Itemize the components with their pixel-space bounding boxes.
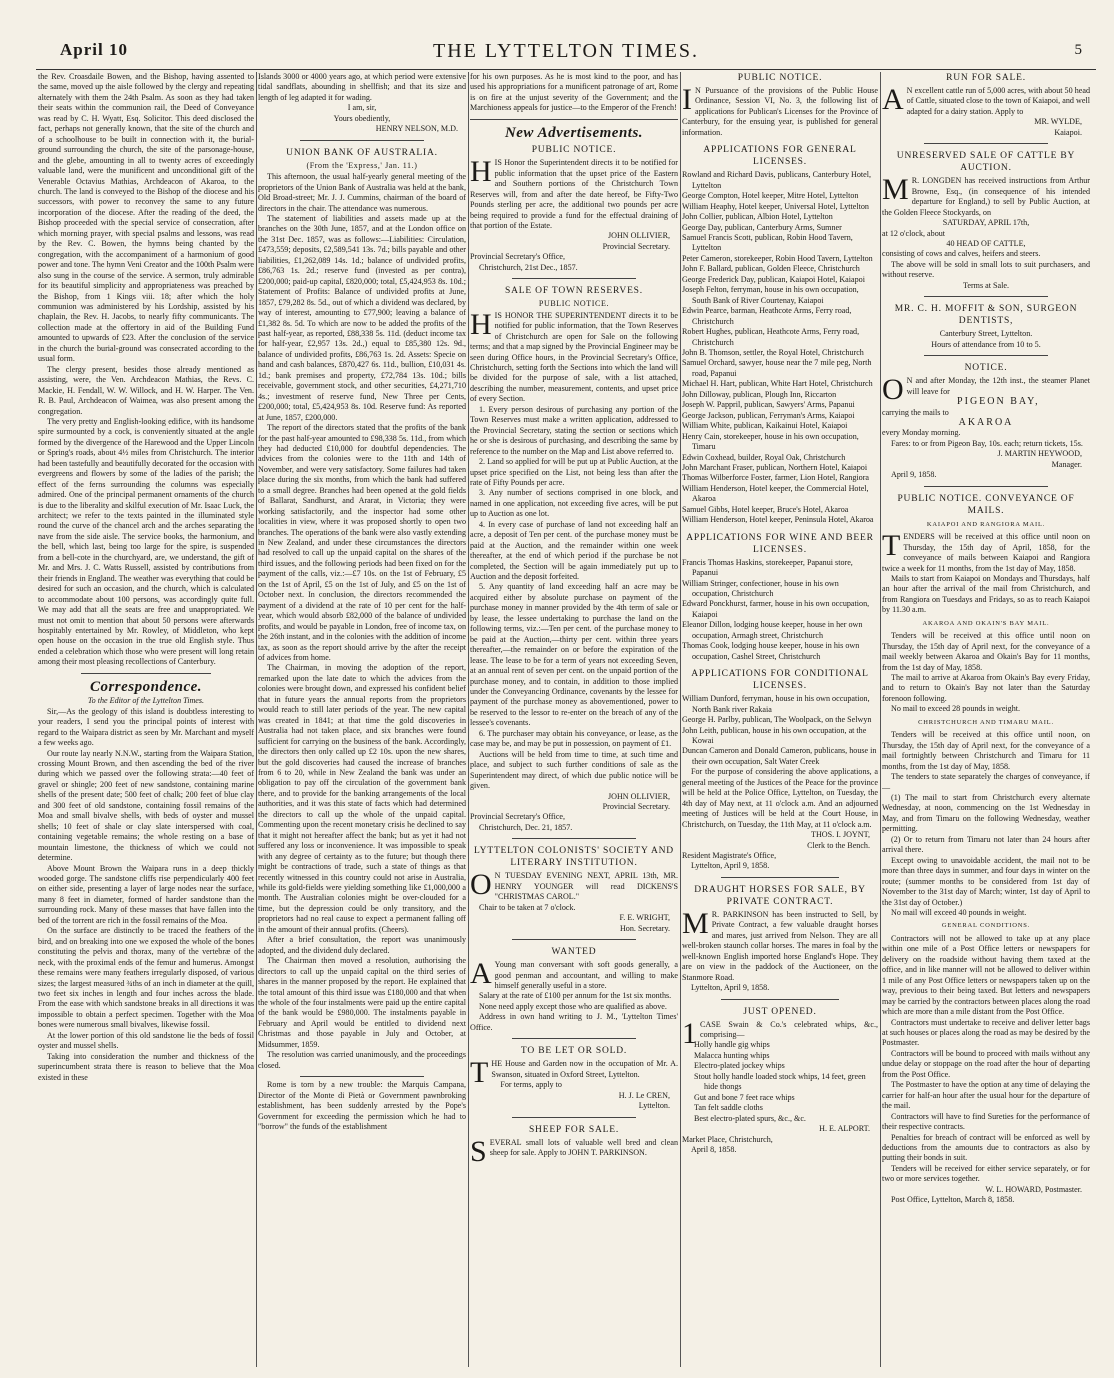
ad-heading: PUBLIC NOTICE.	[531, 145, 617, 156]
ad-body: R. LONGDEN has received instructions from Arthur Browne, Esq., (in consequence of his intended departure for England,) to sell by Public Auction, at the Golden Fleece Stockyards, on	[882, 176, 1090, 217]
ad-signature: Kaiapoi.	[1054, 127, 1082, 137]
list-item: Holly handle gig whips	[694, 1040, 770, 1050]
divider	[721, 877, 839, 878]
paragraph: for his own purposes. As he is most kind to the poor, and has used his appropriations for a munificent patronage of art, Rome is on fire at the unjust severity of the Government; and the Marchioness appeals for justice—to the Emperor of the French!	[470, 72, 678, 113]
divider	[470, 119, 678, 120]
list-item: William Dunford, ferryman, house in his own occupation, North Bank river Rakaia	[682, 694, 870, 714]
column-3	[470, 72, 678, 1367]
column-1	[38, 72, 254, 1367]
ad-body: ENDERS will be received at this office until noon on Thursday, the 15th day of April, 1858, for the conveyance of mails between Kaiapoi and Rangiora twice a week for 11 months, from the 1st day of May, 1858.	[882, 532, 1090, 573]
list-item: Stout holly handle loaded stock whips, 14 feet, green hide thongs	[694, 1071, 866, 1092]
whip-list	[682, 1040, 878, 1124]
ad-body: The tenders to state separately the charges of conveyance, if—	[882, 772, 1090, 792]
section-heading-correspondence: Correspondence.	[89, 678, 203, 695]
ad-body: Fares: to or from Pigeon Bay, 10s. each; return tickets, 15s.	[891, 438, 1083, 448]
ad-signature: Clerk to the Bench.	[807, 840, 870, 850]
ad-place: April 8, 1858.	[691, 1144, 737, 1154]
list-item: Tan felt saddle cloths	[694, 1103, 763, 1113]
ad-body: carrying the mails to	[882, 407, 949, 417]
ad-subheading: PUBLIC NOTICE.	[538, 299, 610, 309]
ad-heading: TO BE LET OR SOLD.	[520, 1046, 628, 1057]
letter-address: To the Editor of the Lyttelton Times.	[87, 696, 205, 706]
list-item: Rowland and Richard Davis, publicans, Canterbury Hotel, Lyttelton	[682, 170, 872, 190]
paragraph: Rome is torn by a new trouble: the Marquis Campana, Director of the Monte di Pietà or Government pawnbroking establishment, has been suddenly arrested by the Pope's Government for exceeding the permission which he had to "borrow" the funds of the establishment	[258, 1080, 466, 1131]
ad-signature: JOHN OLLIVIER,	[607, 791, 670, 801]
ad-body: CASE Swain & Co.'s celebrated whips, &c., comprising—	[700, 1019, 878, 1039]
ad-heading: UNRESERVED SALE OF CATTLE BY AUCTION.	[896, 151, 1076, 174]
ad-body: IS Honor the Superintendent directs it to be notified for public information that the upset price of the Eastern and Southern portions of the Christchurch Town Reserves will, from and after the date hereof, be Fifty-Two Pounds sterling per acre, the additional two pounds per acre being required to provide a fund for the effectual draining of that portion of the Estate.	[470, 158, 678, 230]
list-item: William Henderson, Hotel keeper, Peninsula Hotel, Akaroa	[682, 515, 874, 525]
list-heading: APPLICATIONS FOR CONDITIONAL LICENSES.	[691, 669, 869, 692]
paragraph: Above Mount Brown the Waipara runs in a deep thickly wooded gorge. The sandstone cliffs rise perpendicularly 400 feet on either side, presenting a layer of large nodes near the surface, many 8 feet in diameter, formed of harder sandstone than the surrounding rock. Many of these masses that have fallen into the bed of the torrent are rich in the fossil remains of the Moa.	[38, 863, 254, 925]
ad-body: The Postmaster to have the option at any time of delaying the carrier for half-an hour after the usual hour for the departure of the mail.	[882, 1080, 1090, 1111]
ad-term: Auctions will be held from time to time, at such time and place, and subject to such further conditions of sale as the Superintendent may direct, of which due public notice will be given.	[470, 749, 678, 791]
list-item: John Leith, publican, house in his own occupation, at the Kowai	[682, 725, 867, 746]
ad-signature: Provincial Secretary.	[602, 802, 670, 811]
list-item: Gut and bone 7 feet race whips	[694, 1092, 795, 1102]
paragraph: The Chairman then moved a resolution, authorising the directors to call up the unpaid capital on the third series of shares in the manner proposed by the report. He explained that the total amount of this third issue was £180,000 and that when the whole of the four instalments were paid up the entire capital of the bank would be £980,000. The instalments payable in February and April would be entitled to dividend next Christmas and those payable in July and October, at Midsummer, 1859.	[258, 956, 466, 1049]
paragraph: At the lower portion of this old sandstone lie the beds of fossil oyster and mussel shells.	[38, 1030, 254, 1051]
ad-heading: RUN FOR SALE.	[946, 73, 1026, 83]
column-rule	[256, 72, 257, 1367]
ad-heading: NOTICE.	[964, 363, 1008, 374]
ad-body: every Monday morning.	[882, 428, 961, 438]
column-4	[682, 72, 878, 1367]
paragraph: the Rev. Croasdaile Bowen, and the Bishop, having assented to the same, moved up the aisle followed by the clergy and repeating alternately with them the 24th Psalm. As soon as they had taken their seats within the communion rail, the Deed of Conveyance was read by C. H. Wyatt, Esq. Solicitor. This deed disclosed the fact, perhaps not generally known, that the site of the church and of a schoolhouse to be built in connection with it, the burial-ground surrounding the church, the site of the parsonage-house, and the glebe, amounting in all to twenty acres of exceedingly valuable land, were the munificent and unconditional gift of the Venerable Octavius Mathias, Archdeacon of Akaroa, to the church. The land is conveyed to the Bishop of the diocese and his successors, with power to reconvey the same to any future incorporation of the diocese. After the reading of the deed, the Bishop proceeded with the special service of consecration, after which morning prayer, with special psalms and lessons, was read by the Rev. C. Bowen, the hymns being chanted by the congregation, with the accompaniment of a harmonium of good power and tone. The hymn Veni Creator and the 100th Psalm were also sung in the course of the service. A sermon, truly admirable for its beautiful simplicity and appropriateness was preached by the Bishop, from 1 Kings viii. 18; after which the holy communion was administered by his Lordship, assisted by his chaplain, the Rev. H. Jacobs, to nearly fifty communicants. The collection made at the offertory in aid of the Building Fund amounted to upwards of £23. After the conclusion of the service in the church the burial-ground was consecrated according to the usual form.	[38, 72, 254, 364]
list-item: Thomas Wilberforce Foster, farmer, Lion Hotel, Rangiora	[682, 473, 869, 483]
list-item: Peter Cameron, storekeeper, Robin Hood Tavern, Lyttelton	[682, 253, 873, 263]
letter-closing: I am, sir,	[347, 103, 377, 113]
drop-cap: M	[882, 173, 909, 207]
list-item: Eleanor Dillon, lodging house keeper, house in her own occupation, Armagh street, Christchurch	[682, 620, 863, 640]
ad-place: Christchurch, 21st Dec., 1857.	[479, 262, 578, 272]
drop-cap: A	[470, 957, 492, 991]
list-item: Thomas Cook, lodging house keeper, house in his own occupation, Cashel Street, Christchurch	[682, 641, 860, 661]
ad-body: Young man conversant with soft goods generally, a good penman and accountant, and willing to make himself generally useful in a store.	[494, 960, 678, 990]
mail-route-heading: KAIAPOI AND RANGIORA MAIL.	[926, 520, 1046, 528]
divider	[924, 486, 1049, 487]
divider	[512, 278, 637, 279]
ad-body: No mail to exceed 28 pounds in weight.	[891, 704, 1021, 714]
ad-term: 1. Every person desirous of purchasing any portion of the Town Reserves must make a written application, addressed to the Provincial Secretary, stating the section or sections which he or she is desirous of purchasing, and describing the same by reference to the number on the Map and List above referred to.	[470, 404, 678, 456]
ad-signature: H. E. ALPORT.	[819, 1124, 870, 1134]
paragraph: The very pretty and English-looking edifice, with its handsome spire surmounted by a cock, is conveniently situated at the angle formed by the divergence of the Harewood and the Upper Lincoln or Spring's roads, about 4½ miles from Christchurch. The interior had been tastefully and beautifully decorated for the occasion with evergreens and flowers by some of the ladies of the parish; the effect of the ferns surrounding the columns was especially admired. One of the principal permanent ornaments of the church is due to the liberality and skilful execution of Mr. Isaac Luck, the architect; we refer to the texts painted in the illuminated style round the curve of the chancel arch and the arches separating the nave from the side aisle. The service books, the harmonium, and the bell, which last, being too large for the spire, is suspended from a bell-cote in the churchyard, are, we understand, the gift of Mr. and Mrs. J. C. Watts Russell, assisted by contributions from their friends in England. The weather was everything that could be desired for such an occasion, and the church, which is calculated to accommodate about 100 persons, was accordingly quite full. We may add that all the seats are free and unappropriated. We must not omit to mention that about 50 persons were afterwards hospitably entertained by Mr. Rowley, of Middleton, who kept open house on the occasion in the true old English style. Thus ended a celebration which those who were present will long retain among their most pleasing recollections of Canterbury.	[38, 416, 254, 667]
list-item: William Stringer, confectioner, house in his own occupation, Christchurch	[682, 578, 839, 599]
ad-body: Contractors will be bound to proceed with mails without any undue delay or stoppage on the road after the hour of departing from the Post Office.	[882, 1048, 1090, 1079]
destination: AKAROA	[958, 416, 1014, 428]
paragraph: The Chairman, in moving the adoption of the report, remarked upon the late date to which the advices from the colonies were brought down, and expressed his confident belief that in future years the annual reports from the proprietors would reach to still later periods of the year. The new capital was created in 1841; at that time the gold discoveries in Australia had not taken place, and six branches were found sufficient for carrying on the business of the bank. Accordingly, the directors then only called up £2 10s. upon the new shares, but the gold discoveries had caused the increase of branches from 6 to 20, while in New Zealand the bank was under an obligation to pay off the circulation of the government bank there, and to provide for the banking arrangements of the local authorities, and it was this state of facts which had determined the directors to call up the whole of the unpaid capital. Commenting upon the recent monetary crisis he declined to say that it might not hereafter affect the bank; but as yet it had not suffered any loss or inconvenience. It was impossible to speak with any degree of certainty as to the future; but though there might be contractions of trade, such a state of things as that recently witnessed in this country could not arise in Australia, while its gold-fields were yielding something like £1,000,000 a month. The Australian colonies might be over-clouded for a time, but the depression could be only transitory, and the proprietors had no real cause to expect a permanent falling off in the amount of their annual profits. (Cheers).	[258, 663, 466, 934]
paragraph: The report of the directors stated that the profits of the bank for the past half-year amounted to £98,338 5s. 11d., from which they had deducted £10,000 for doubtful dependencies. The advices from the colonies were to the 11th and 14th of November, and were very satisfactory. Some failures had taken place during the six months, from which the bank had suffered to a small degree. Branches had been opened at the gold fields of Ballarat, Sandhurst, and Ararat, in Victoria; they were working satisfactorily, and the inspector had some other localities in view, where it was proposed shortly to open two branches. The operations of the bank were also vastly extending in New Zealand, and under these circumstances the directors had resolved to call up the unpaid capital on the shares of the third issues, and the following periods had been fixed on for the payment of the calls, viz.:—£7 10s. on the 1st of February, £5 on the 1st of April, £5 on the 1st of July, and £5 on the 1st of October next. In conclusion, the directors recommended the payment of a dividend at the rate of 10 per cent for the half-year, which would absorb £82,000 of the balance of undivided profits, and would be payable in London, free of income tax, on the 26th instant, and in the colonies with the addition of income tax, as soon as the report should arrive by the after the receipt of advices from home.	[258, 423, 466, 663]
ad-place: April 9, 1858.	[891, 470, 937, 480]
list-item: Best electro-plated spurs, &c., &c.	[694, 1113, 806, 1123]
ad-place: Christchurch, Dec. 21, 1857.	[479, 822, 573, 832]
column-rule	[880, 72, 881, 1367]
ad-place: Provincial Secretary's Office,	[470, 812, 566, 822]
ad-body: IS HONOR THE SUPERINTENDENT directs it to be notified for public information, that the Town Reserves of Christchurch are open for Sale on the following terms; and that a map signed by the Provincial Engineer may be seen during Office hours, in the Provincial Secretary's Office, Christchurch, setting forth the Sections into which the land will be divided for the purpose of sale, with a list attached, describing the number, measurement, contents, and upset price of every Section.	[470, 310, 678, 404]
article-source: (From the 'Express,' Jan. 11.)	[306, 160, 418, 170]
paragraph: Sir,—As the geology of this island is doubtless interesting to your readers, I send you the principal points of interest with regard to the Waipara district as seen by Mr. Marchant and myself a few weeks ago.	[38, 706, 254, 748]
list-item: Malacca hunting whips	[694, 1050, 770, 1060]
ad-term: 2. Land so applied for will be put up at Public Auction, at the upset price specified on the List, not being less than after the rate of Fifty Pounds per acre.	[470, 457, 678, 487]
drop-cap: H	[470, 307, 492, 341]
list-item: John Collier, publican, Albion Hotel, Lyttelton	[682, 212, 833, 222]
list-item: John Dilloway, publican, Plough Inn, Riccarton	[682, 389, 837, 399]
ad-signature: THOS. I. JOYNT,	[811, 830, 870, 840]
list-item: George Compton, Hotel keeper, Mitre Hotel, Lyttelton	[682, 191, 859, 201]
ad-body: Tenders will be received at this office until noon, on Thursday, the 15th day of April next, for the conveyance of a mail fortnightly between Christchurch and Timaru for 11 months, from the 1st day of May, 1858.	[882, 730, 1090, 771]
ad-heading: LYTTELTON COLONISTS' SOCIETY AND LITERARY INSTITUTION.	[474, 846, 674, 869]
ad-body: Tenders will be received at this office until noon on Thursday, the 15th day of April next, for the conveyance of a mail weekly between Akaroa and Okain's Bay for 11 months, from the 1st day of May, 1858.	[882, 631, 1090, 672]
list-item: Edwin Coxhead, builder, Royal Oak, Christchurch	[682, 452, 846, 462]
ad-heading: WANTED	[551, 947, 597, 958]
list-item: Joseph W. Pappril, publican, Sawyers' Arms, Papanui	[682, 400, 855, 410]
license-list-wine	[682, 558, 878, 663]
drop-cap: O	[882, 373, 904, 407]
divider	[81, 673, 211, 674]
divider	[721, 999, 839, 1000]
divider	[512, 838, 637, 839]
mail-route-heading: CHRISTCHURCH AND TIMARU MAIL.	[918, 718, 1054, 726]
ad-term: 4. In every case of purchase of land not exceeding half an acre, a deposit of Ten per cent. of the purchase money must be paid at the Auction, and the remainder within one week thereafter, at the end of which period if the purchase be not completed, the Section will be again immediately put up to Auction and the deposit forfeited.	[470, 519, 678, 582]
drop-cap: S	[470, 1134, 487, 1168]
ad-signature: Manager.	[1051, 459, 1082, 469]
ad-body: For the purpose of considering the above applications, a general meeting of the Justices of the Peace for the province will be held at the Police Office, Lyttelton, on Tuesday, the 4th day of May next, at 11 o'clock a.m. And an adjourned meeting of Justices will be held at the Court House, in Christchurch, on Tuesday, the 11th May, at 11 o'clock a.m.	[682, 767, 878, 829]
list-item: Samuel Orchard, sawyer, house near the 7 mile peg, North road, Papanui	[682, 358, 872, 378]
license-list-conditional	[682, 694, 878, 767]
newspaper-title: THE LYTTELTON TIMES.	[433, 40, 699, 62]
ad-body: N and after Monday, the 12th inst., the steamer Planet will leave for	[906, 376, 1090, 396]
column-rule	[468, 72, 469, 1367]
sale-date: SATURDAY, APRIL 17th,	[942, 218, 1030, 228]
ad-heading: MR. C. H. MOFFIT & SON, SURGEON DENTISTS,	[894, 304, 1078, 327]
ad-term: 6. The purchaser may obtain his conveyance, or lease, as the case may be, and may be put in possession, on payment of £1.	[470, 728, 678, 749]
ad-body: EVERAL small lots of valuable well bred and clean sheep for sale. Apply to JOHN T. PARKINSON.	[489, 1137, 678, 1157]
list-heading: APPLICATIONS FOR GENERAL LICENSES.	[703, 145, 857, 168]
mail-route-heading: AKAROA AND OKAIN'S BAY MAIL.	[922, 619, 1050, 627]
column-2	[258, 72, 466, 1367]
list-item: William Heaphy, Hotel keeper, Universal Hotel, Lyttelton	[682, 201, 869, 211]
ad-place: Post Office, Lyttelton, March 8, 1858.	[891, 1195, 1015, 1205]
list-item: William Henderson, Hotel keeper, the Commercial Hotel, Akaroa	[682, 483, 869, 504]
ad-signature: MR. WYLDE,	[1034, 117, 1082, 127]
list-item: Samuel Gibbs, Hotel keeper, Bruce's Hotel, Akaroa	[682, 504, 849, 514]
letter-closing: Yours obediently,	[333, 113, 391, 123]
ad-body: Tenders will be received for either service separately, or for two or more services together.	[882, 1163, 1090, 1184]
ad-signature: Hon. Secretary.	[619, 923, 670, 933]
divider	[300, 140, 425, 141]
masthead	[36, 40, 1096, 70]
list-item: Edward Ponckhurst, farmer, house in his own occupation, Kaiapoi	[682, 599, 870, 619]
list-item: Michael H. Hart, publican, White Hart Hotel, Christchurch	[682, 379, 873, 389]
ad-body: R. PARKINSON has been instructed to Sell, by Private Contract, a few valuable draught horses and mares, just arrived from Nelson. They are all well-broken staunch collar horses. The mares in foal by the well-known English imported horse England's Hope. They are on view in the paddock of the Auctioneer, on the Stanmore Road.	[682, 909, 878, 982]
paragraph: After a brief consultation, the report was unanimously adopted, and the dividend duly declared.	[258, 935, 466, 955]
divider	[924, 296, 1049, 297]
ad-body: Terms at Sale.	[963, 280, 1009, 290]
ad-body: HE House and Garden now in the occupation of Mr. A. Swanson, situated in Oxford Street, Lyttelton.	[491, 1059, 678, 1079]
paragraph: On the surface are distinctly to be traced the feathers of the bird, and on breaking into one we exposed the whole of the bones constituting the pelvis and thorax, many of the vertebræ of the neck, with the proximal ends of the femur and humerus. Amongst these remains were many feathers irregularly disposed, of various sizes; the largest measured ¾ths of an inch in diameter at the quill, two feet six inches in length and four inches across the blade. From the ease with which sandstone breaks in all directions it was impossible to obtain a perfect specimen. Together with the Moa bones were numerous small bivalves, likewise fossil.	[38, 926, 254, 1030]
ad-place: Resident Magistrate's Office,	[682, 851, 777, 860]
list-item: Edwin Pearce, barman, Heathcote Arms, Ferry road, Christchurch	[682, 306, 852, 326]
list-item: Duncan Cameron and Donald Cameron, publicans, house in their own occupation, Salt Water Creek	[682, 746, 877, 766]
drop-cap: 1	[682, 1016, 697, 1050]
ad-place: Lyttelton, April 9, 1858.	[691, 983, 770, 993]
ad-signature: JOHN OLLIVIER,	[607, 231, 670, 241]
list-item: John Marchant Fraser, publican, Northern Hotel, Kaiapoi	[682, 462, 868, 472]
ad-body: Contractors will not be allowed to take up at any place within one mile of a Post Office letters or newspapers for delivery on the roadside without having them taxed at the office, and in like manner will not be allowed to deliver within 1 mile of any Post Office letters or newspapers taken up on the way, previous to their being taxed. But letters and newspapers may be carried by the contractors between places along the road which are more than a mile distant from the Post Office.	[882, 933, 1090, 1017]
ad-signature: Provincial Secretary.	[602, 241, 670, 251]
section-heading-new-advertisements: New Advertisements.	[504, 124, 644, 141]
article-heading: UNION BANK OF AUSTRALIA.	[286, 147, 438, 158]
ad-heading: JUST OPENED.	[743, 1006, 817, 1017]
ad-body: Hours of attendance from 10 to 5.	[931, 339, 1041, 349]
ad-body: The above will be sold in small lots to suit purchasers, and without reserve.	[882, 259, 1090, 280]
ad-body: Salary at the rate of £100 per annum for the 1st six months.	[479, 991, 672, 1001]
issue-date: April 10	[60, 40, 128, 59]
ad-body: Penalties for breach of contract will be enforced as well by deductions from the amounts due to contractors as also by putting their bonds in suit.	[882, 1132, 1090, 1163]
list-item: Samuel Francis Scott, publican, Robin Hood Tavern, Lyttelton	[682, 232, 853, 253]
license-list-general	[682, 170, 878, 525]
divider	[924, 355, 1049, 356]
drop-cap: A	[882, 83, 904, 116]
list-item: Electro-plated jockey whips	[694, 1061, 785, 1071]
list-item: Robert Hughes, publican, Heathcote Arms, Ferry road, Christchurch	[682, 327, 860, 347]
column-5	[882, 72, 1090, 1367]
list-item: William White, publican, Kaikainui Hotel, Kaiapoi	[682, 421, 848, 431]
list-item: Francis Thomas Haskins, storekeeper, Papanui store, Papanui	[682, 557, 853, 578]
paragraph: Islands 3000 or 4000 years ago, at which period were extensive tidal sandflats, abounding in shellfish; and that its size and length of leg adapted it for wading.	[258, 72, 466, 102]
divider	[512, 1038, 637, 1039]
drop-cap: H	[470, 155, 492, 189]
paragraph: The statement of liabilities and assets made up at the branches on the 30th June, 1857, and at the London office on the 31st Dec. 1857, was as follows:—Liabilities: Circulation, £473,559; deposits, £2,589,541 13s. 7d.; bills payable and other liabilities, £1,262,089 14s. 1d.; balance of undivided profits, £86,763 1s. 2d.; reserve fund (invested as per contra), £200,000; paid-up capital, £820,000; total, £5,424,953 8s. 10d.; Statement of Profits: Balance of undivided profits at June, 1857, £79,282 8s. 5d., out of which a dividend was declared, by way of interest, amounting to £77,900; leaving a balance of £1,382 8s. 5d. To which are now to be added the profits of the past half-year, as reported, £88,338 5s. 11d. (deduct income tax for half-year, £2,957 13s. 2d.,) equal to £85,380 12s. 9d., balance of undivided profits, £86,763 1s. 2d. Assets: Specie on hand and cash balances, £870,427 6s. 11d., bullion, £10,031 4s. 1d.; bank premises and property, £72,784 13s. 10d.; bills receivable, government stock, and other securities, £4,271,710 4s.; investment of reserve fund, New Three per Cents, £200,000; total, £5,424,953 8s. 10d. Reserve fund: As reported at June, 1857, £200,000.	[258, 213, 466, 422]
letter-signature: HENRY NELSON, M.D.	[375, 124, 458, 134]
paragraph: The clergy present, besides those already mentioned as assisting, were, the Ven. Archdeacon Mathias, the Revs. C. Mackie, H. Fendall, W. W. Willock, and H. W. Harper. The Ven. R. B. Paul, Archdeacon of Waimea, was also present among the congregation.	[38, 364, 254, 416]
paragraph: The resolution was carried unanimously, and the proceedings closed.	[258, 1050, 466, 1070]
list-item: George H. Parlby, publican, The Woolpack, on the Selwyn	[682, 715, 872, 725]
ad-signature: Lyttelton.	[638, 1101, 670, 1111]
conditions-heading: GENERAL CONDITIONS.	[941, 922, 1031, 930]
column-rule	[680, 72, 681, 1367]
ad-signature: J. MARTIN HEYWOOD,	[997, 449, 1082, 459]
ad-body: N excellent cattle run of 5,000 acres, with about 50 head of Cattle, situated close to the town of Kaiapoi, and well adapted for a dairy station. Apply to	[906, 86, 1090, 116]
ad-body: (1) The mail to start from Christchurch every alternate Wednesday, at noon, commencing on the 1st Wednesday in May, and from Timaru on the following Wednesday, weather permitting.	[882, 793, 1090, 834]
ad-signature: F. E. WRIGHT,	[619, 913, 670, 923]
ad-term: 3. Any number of sections comprised in one block, and named in one application, not exceeding five acres, will be put up to Auction as one lot.	[470, 488, 678, 519]
divider	[512, 1117, 637, 1118]
destination: PIGEON BAY,	[957, 396, 1040, 408]
list-item: George Frederick Day, publican, Kaiapoi Hotel, Kaiapoi	[682, 274, 865, 284]
divider	[512, 939, 637, 940]
divider	[300, 1076, 425, 1077]
paragraph: Our route lay nearly N.N.W., starting from the Waipara Station, crossing Mount Brown, and then ascending the bed of the river during which we passed over the following strata:—40 feet of gravel or shingle; 200 feet of new sandstone, containing marine shells of the present date; 500 feet of chalk; 200 feet of blue clay and 300 feet of old sandstone, containing fossil remains of the Moa and small bivalve shells, with beds of oyster and mussel shells; 10 feet of shale or clay slate interspersed with coal, containing vegetable remains; the whole resting on a base of mountain limestone, the thickness of which we could not determine.	[38, 748, 254, 863]
ad-heading: SHEEP FOR SALE.	[528, 1124, 620, 1135]
divider	[924, 143, 1049, 144]
list-heading: APPLICATIONS FOR WINE AND BEER LICENSES.	[686, 532, 874, 555]
drop-cap: T	[882, 529, 901, 563]
ad-signature: W. L. HOWARD, Postmaster.	[985, 1184, 1082, 1194]
ad-body: Mails to start from Kaiapoi on Mondays and Thursdays, half an hour after the arrival of the mail from Christchurch, and from Rangiora on Tuesdays and Fridays, so as to reach Kaiapoi by 11.30 a.m.	[882, 573, 1090, 615]
ad-body: Except owing to unavoidable accident, the mail not to be more than three days in summer, and four days in winter on the route; (summer months to be considered from 1st day of November to the 31st day of March; winter, 1st day of April to the 31st day of October.)	[882, 855, 1090, 907]
page-number: 5	[1074, 42, 1082, 58]
list-item: George Jackson, publican, Ferryman's Arms, Kaiapoi	[682, 410, 855, 420]
list-item: Henry Cain, storekeeper, house in his own occupation, Timaru	[682, 431, 859, 452]
drop-cap: T	[470, 1056, 489, 1090]
ad-body: (2) Or to return from Timaru not later than 24 hours after arrival there.	[882, 834, 1090, 855]
ad-heading: SALE OF TOWN RESERVES.	[505, 286, 643, 297]
list-item: Joseph Felton, ferryman, house in his own occupation, South Bank of River Courtenay, Kaiapoi	[682, 285, 859, 305]
ad-body: N TUESDAY EVENING NEXT, APRIL 13th, MR. HENRY YOUNGER will read DICKENS'S "CHRISTMAS CAROL."	[494, 871, 678, 902]
drop-cap: I	[682, 83, 692, 116]
ad-body: at 12 o'clock, about	[882, 228, 946, 238]
ad-place: Lyttelton, April 9, 1858.	[691, 861, 770, 871]
ad-body: Contractors must undertake to receive and deliver letter bags at such houses or places along the road as may be desired by the Postmaster.	[882, 1017, 1090, 1048]
drop-cap: M	[682, 906, 709, 940]
ad-term: 5. Any quantity of land exceeding half an acre may be acquired either by absolute purchase on payment of the purchase money in manner provided by the 4th term of sale or by lease, the lessee undertaking to purchase the land on the following terms, viz.:—Ten per cent. of the purchase money to be paid at the Auction,—thirty per cent. within three years thereafter,—the remainder on or before the expiration of the lease. The lease to be for a term of years not exceeding Seven, at an annual rent of seven per cent. on the unpaid portion of the purchase money, and to contain, in addition to those implied under the Conveyancing Ordinance, covenants by the lessee for payment of the purchase money as abovementioned, power to be reserved to the lessor to re-enter on the breach of any of the lessee's covenants.	[470, 582, 678, 728]
ad-signature: H. J. Le CREN,	[618, 1090, 670, 1100]
drop-cap: O	[470, 868, 492, 902]
ad-body: N Pursuance of the provisions of the Public House Ordinance, Session VI, No. 3, the following list of applications for Publican's Licenses for the Province of Canterbury, for the ensuing year, is published for general information.	[682, 86, 878, 137]
ad-place: Market Place, Christchurch,	[682, 1134, 773, 1144]
list-item: John F. Ballard, publican, Golden Fleece, Christchurch	[682, 264, 860, 274]
ad-body: Canterbury Street, Lyttelton.	[939, 329, 1033, 339]
ad-heading: DRAUGHT HORSES FOR SALE, BY PRIVATE CONTRACT.	[694, 884, 866, 907]
ad-body: No mail will exceed 40 pounds in weight.	[891, 908, 1027, 917]
ad-body: The mail to arrive at Akaroa from Okain's Bay every Friday, and to return to Okain's Bay not later than the Saturday forenoon following.	[882, 673, 1090, 703]
paragraph: Taking into consideration the number and thickness of the superincumbent strata there is reason to believe that the Moa existed in these	[38, 1051, 254, 1082]
sale-lot: 40 HEAD OF CATTLE,	[946, 238, 1026, 248]
ad-heading: PUBLIC NOTICE. CONVEYANCE OF MAILS.	[897, 493, 1075, 516]
paragraph: This afternoon, the usual half-yearly general meeting of the proprietors of the Union Bank of Australia was held at the bank, Old Broad-street; Mr. J. J. Cummins, chairman of the board of directors in the chair. The attendance was numerous.	[258, 172, 466, 213]
ad-body: Contractors will have to find Sureties for the performance of their respective contracts.	[882, 1111, 1090, 1132]
ad-body: Address in own hand writing to J. M., 'Lyttelton Times' Office.	[470, 1012, 678, 1032]
ad-place: Provincial Secretary's Office,	[470, 252, 566, 262]
ad-body: Chair to be taken at 7 o'clock.	[479, 902, 576, 912]
list-item: George Day, publican, Canterbury Arms, Sumner	[682, 222, 842, 232]
ad-heading: PUBLIC NOTICE.	[737, 73, 823, 83]
ad-body: None need apply except those who are qualified as above.	[479, 1001, 667, 1011]
list-item: John B. Thomson, settler, the Royal Hotel, Christchurch	[682, 347, 864, 357]
ad-body: consisting of cows and calves, heifers and steers.	[882, 249, 1041, 259]
ad-body: For terms, apply to	[500, 1080, 562, 1090]
